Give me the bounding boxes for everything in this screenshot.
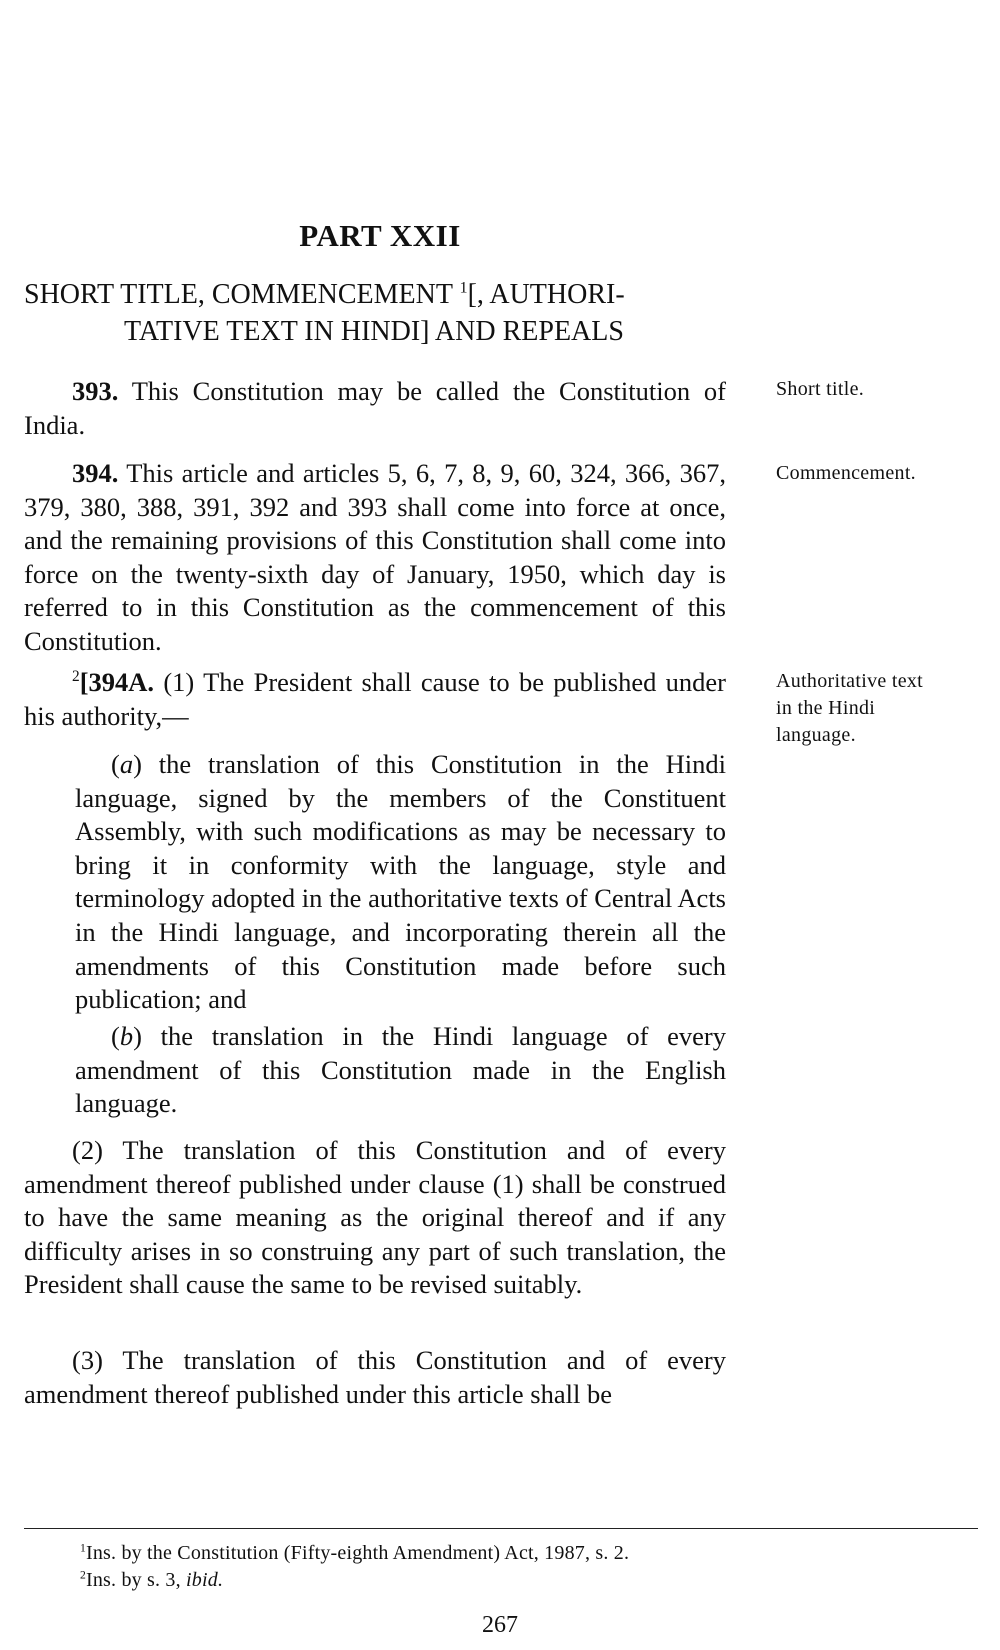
article-393 <box>24 375 726 442</box>
margin-note-short-title: Short title. <box>776 378 865 400</box>
part-title: PART XXII <box>299 218 461 253</box>
article-text: This article and articles 5, 6, 7, 8, 9, 60, 324, 366, 367, 379, 380, 388, 391, 392 and 393 shall come into force at once, and the remaining provisions of this Constitution shall come into force on the twenty-sixth day of January, 1950, which day is referred to in this Constitution as the commencement of this Constitution. <box>24 458 726 656</box>
item-label: b <box>119 1021 134 1051</box>
article-number: 394. <box>72 458 119 488</box>
article-text: (1) The President shall cause to be published under his authority,— <box>24 667 726 731</box>
footnote-ref-1: 1 <box>459 278 468 297</box>
margin-note-authoritative-text: Authoritative text in the Hindi language. <box>776 670 924 746</box>
footnote-ref-2: 2 <box>72 668 80 686</box>
clause-item-b: (b) the translation in the Hindi language of every amendment of this Constitution made in the English language. <box>75 1021 726 1119</box>
margin-note-commencement: Commencement. <box>776 462 916 484</box>
footnote-1: $^1$Ins. by the Constitution (Fifty-eighth Amendment) Act, 1987, s. 2. <box>80 1541 630 1564</box>
item-label: a <box>119 749 134 779</box>
footnote-2: $^2$Ins. by s. 3, ibid. <box>80 1568 224 1591</box>
article-394a-clause-1 <box>24 666 726 733</box>
heading-line-2: TATIVE TEXT IN HINDI] AND REPEALS <box>124 316 624 347</box>
item-text: the translation in the Hindi language of every amendment of this Constitution made in the English language. <box>75 1021 726 1119</box>
item-text: the translation of this Constitution in the Hindi language, signed by the members of the Constituent Assembly, with such modifications as may be necessary to bring it in conformity with the language, style and terminology adopted in the authoritative texts of Central Acts in the Hindi language, and incorporating therein all the amendments of this Constitution made before such publication; and <box>75 749 726 1015</box>
article-394a-clause-2: (2) The translation of this Constitution and of every amendment thereof published under clause (1) shall be construed to have the same meaning as the original thereof and if any difficulty arises in so construing any part of such translation, the President shall cause the same to be revised suitably. <box>24 1135 726 1300</box>
article-number: [394A. <box>79 667 155 697</box>
footnote-divider <box>24 1528 978 1529</box>
clause-item-a: (a) the translation of this Constitution in the Hindi language, signed by the members of the Constituent Assembly, with such modifications as may be necessary to bring it in conformity with the language, style and terminology adopted in the authoritative texts of Central Acts in the Hindi language, and incorporating therein all the amendments of this Constitution made before such publication; and <box>75 749 726 1015</box>
article-394 <box>24 457 726 659</box>
heading-line-1: SHORT TITLE, COMMENCEMENT $^1$[, AUTHORI- <box>24 278 625 310</box>
page-number: 267 <box>482 1612 518 1638</box>
footnotes <box>80 1540 629 1594</box>
article-number: 393. <box>72 376 119 406</box>
part-heading <box>24 276 724 350</box>
article-394a-clause-3: (3) The translation of this Constitution and of every amendment thereof published under this article shall be <box>24 1345 726 1409</box>
article-text: This Constitution may be called the Constitution of India. <box>24 376 726 440</box>
